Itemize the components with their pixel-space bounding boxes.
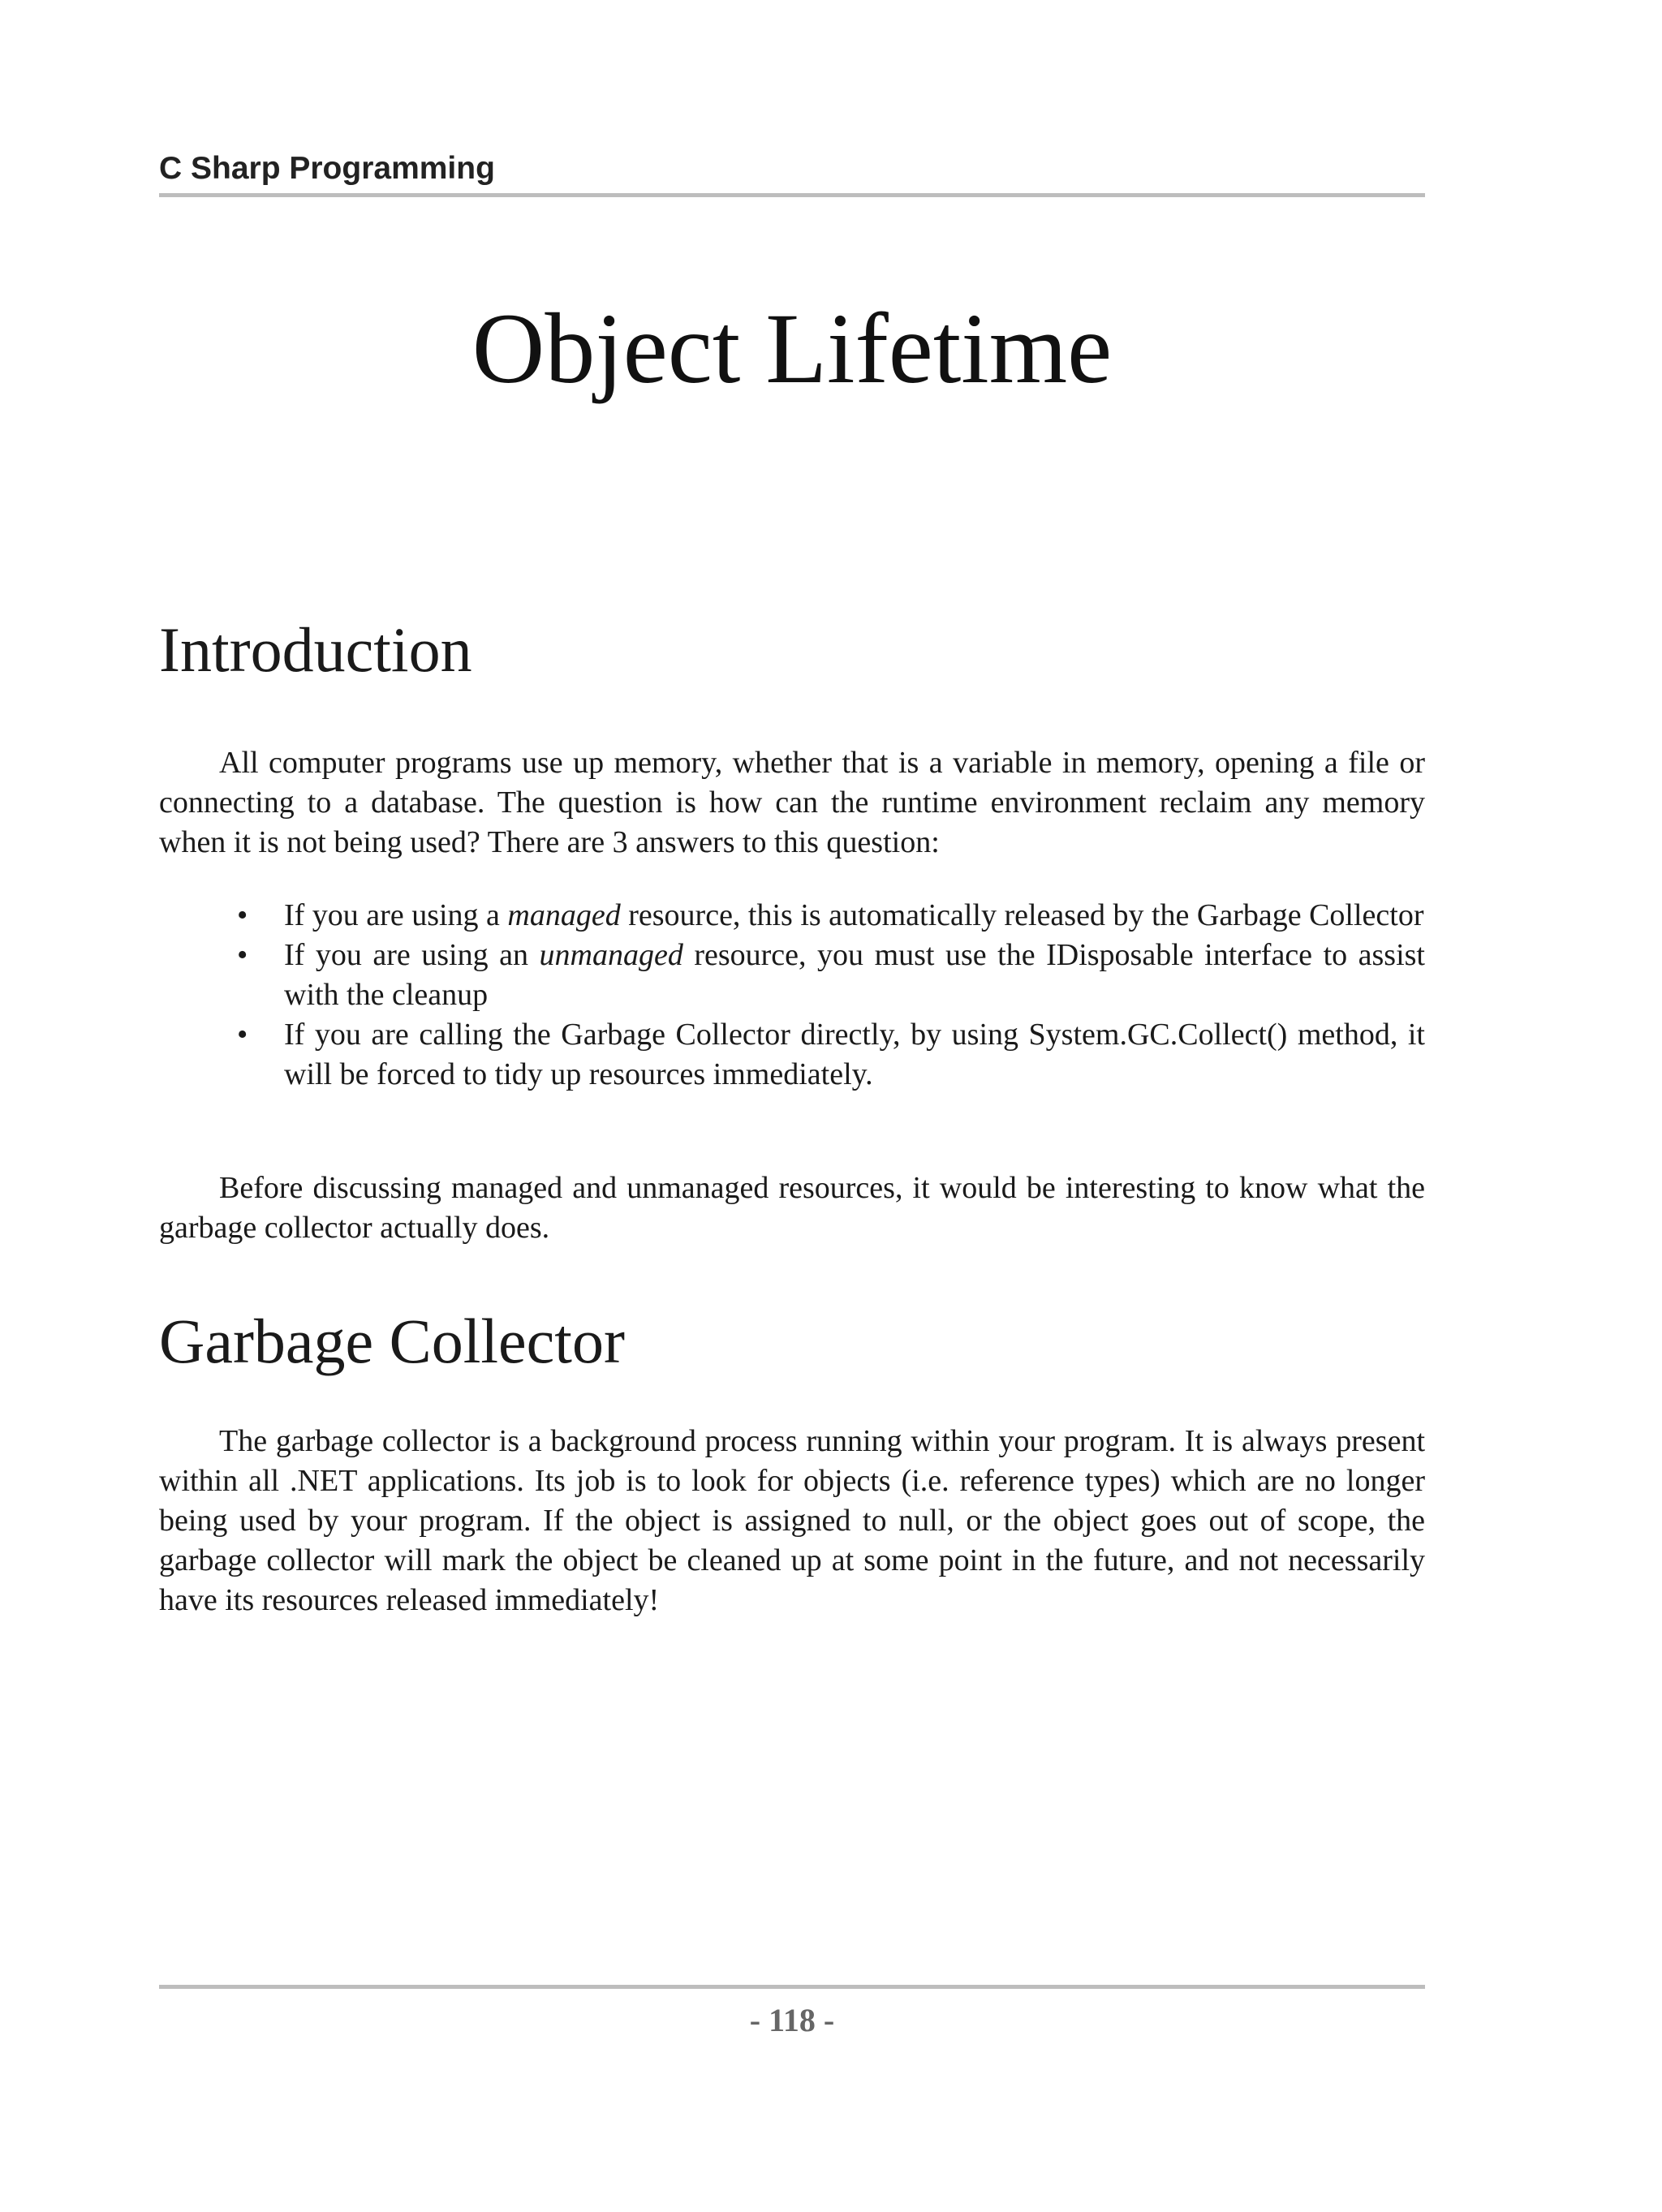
list-item bbox=[159, 936, 1425, 1015]
answers-list bbox=[159, 896, 1425, 1095]
footer-divider bbox=[159, 1985, 1425, 1989]
bullet-icon: • bbox=[237, 898, 248, 932]
transition-paragraph: Before discussing managed and unmanaged resources, it would be interesting to know what the garbage collector actually does. bbox=[159, 1171, 1425, 1245]
header-divider bbox=[159, 193, 1425, 197]
bullet-icon: • bbox=[237, 938, 248, 972]
list-item bbox=[159, 896, 1425, 936]
list-item-text-start: If you are using a bbox=[284, 898, 508, 932]
list-item-emphasis: managed bbox=[507, 898, 621, 932]
garbage-collector-paragraph: The garbage collector is a background process running within your program. It is always present within all .NET applications. Its job is to look for objects (i.e. reference types) which are no longer being used by your program. If the object is assigned to null, or the object goes out of scope, the garbage collector will mark the object be cleaned up at some point in the future, and not necessarily have its resources released immediately! bbox=[159, 1424, 1425, 1617]
bullet-icon: • bbox=[237, 1018, 248, 1052]
list-item-text-end: resource, this is automatically released by the Garbage Collector bbox=[620, 898, 1424, 932]
list-item-text-end: resource, you must use the IDisposable interface to assist with the cleanup bbox=[284, 938, 1425, 1012]
list-item-text-start: If you are using an bbox=[284, 938, 540, 972]
section-heading-garbage-collector: Garbage Collector bbox=[159, 1306, 625, 1376]
list-item-text-start: If you are calling the Garbage Collector directly, by using System.GC.Collect() method, it will be forced to tidy up resources immediately. bbox=[284, 1018, 1425, 1091]
chapter-title: Object Lifetime bbox=[471, 293, 1113, 404]
list-item-emphasis: unmanaged bbox=[539, 938, 683, 972]
section-heading-introduction: Introduction bbox=[159, 614, 472, 685]
running-header: C Sharp Programming bbox=[159, 151, 495, 186]
intro-paragraph: All computer programs use up memory, whether that is a variable in memory, opening a file or connecting to a database. The question is how can the runtime environment reclaim any memory when it is not being used? There are 3 answers to this question: bbox=[159, 746, 1425, 859]
page-number: - 118 - bbox=[749, 2002, 835, 2038]
list-item bbox=[159, 1015, 1425, 1095]
